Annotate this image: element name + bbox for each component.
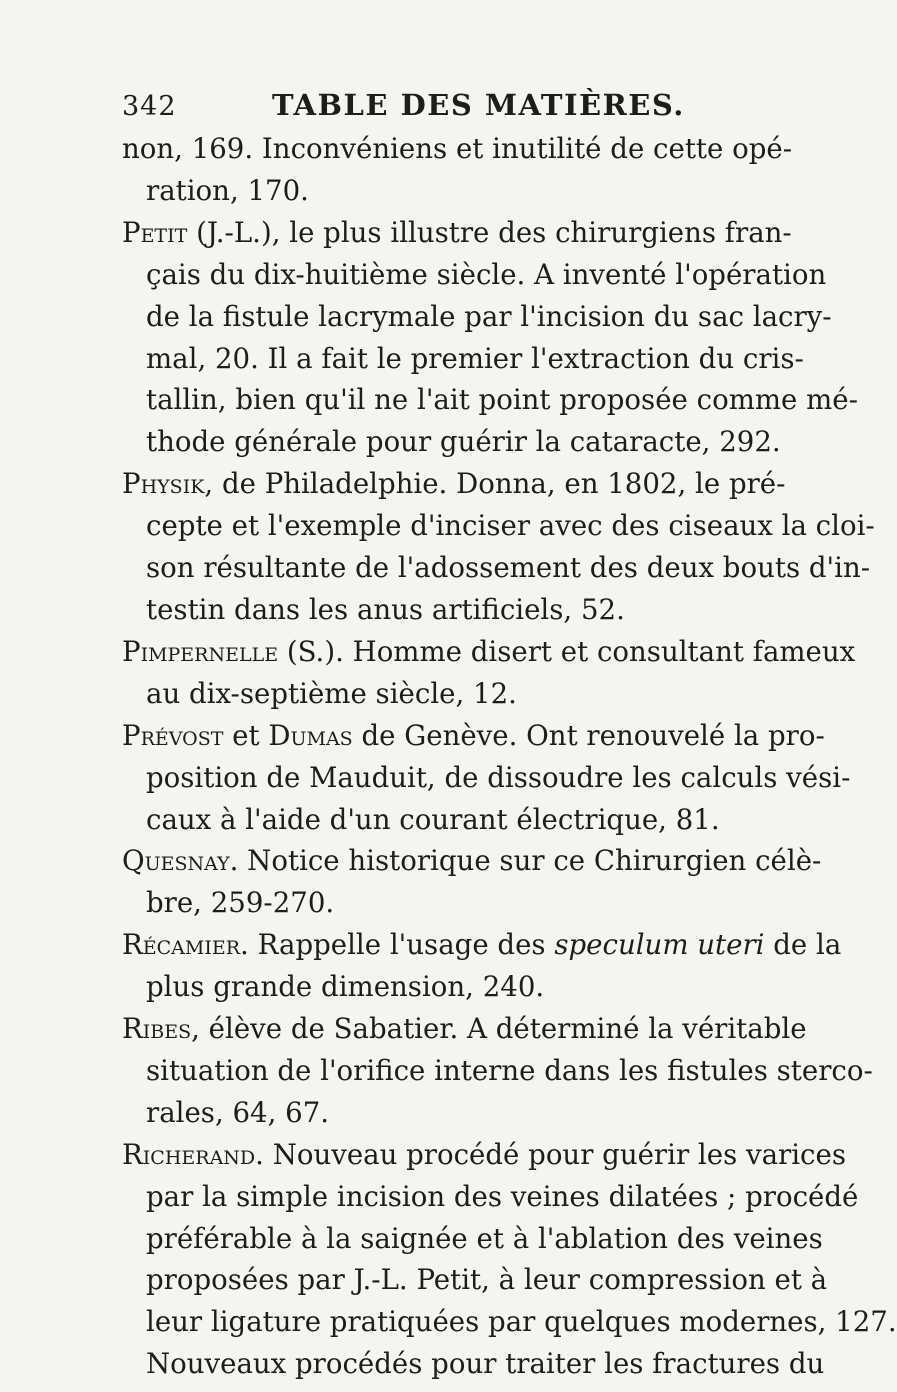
text-line: de la fistule lacrymale par l'incision du sac lacry- bbox=[146, 299, 832, 333]
index-entries bbox=[122, 128, 897, 1385]
text-line: Récamier. Rappelle l'usage des speculum uteri de la bbox=[122, 928, 842, 962]
index-entry bbox=[122, 924, 842, 1008]
index-entry bbox=[122, 840, 822, 924]
text-line: mal, 20. Il a fait le premier l'extraction du cris- bbox=[146, 341, 804, 375]
text-line: proposées par J.-L. Petit, à leur compression et à bbox=[146, 1263, 828, 1297]
index-entry bbox=[122, 463, 875, 631]
text-line: position de Mauduit, de dissoudre les calculs vési- bbox=[146, 760, 851, 794]
text-line: thode générale pour guérir la cataracte, 292. bbox=[146, 425, 781, 459]
index-entry bbox=[122, 212, 858, 463]
text-line: Richerand. Nouveau procédé pour guérir les varices bbox=[122, 1137, 846, 1171]
text-line: cepte et l'exemple d'inciser avec des ciseaux la cloi- bbox=[146, 509, 875, 543]
text-line: Ribes, élève de Sabatier. A déterminé la véritable bbox=[122, 1012, 807, 1046]
text-line: leur ligature pratiquées par quelques modernes, 127. bbox=[146, 1305, 897, 1339]
index-entry bbox=[122, 1008, 873, 1134]
text-line: caux à l'aide d'un courant électrique, 81. bbox=[146, 802, 720, 836]
text-line: plus grande dimension, 240. bbox=[146, 970, 545, 1004]
author-name: Quesnay bbox=[122, 844, 230, 878]
text-line: son résultante de l'adossement des deux bouts d'in- bbox=[146, 551, 871, 585]
text-line: au dix-septième siècle, 12. bbox=[146, 676, 517, 710]
latin-term: speculum uteri bbox=[554, 928, 765, 962]
text-line: rales, 64, 67. bbox=[146, 1095, 330, 1129]
author-name: Dumas bbox=[268, 718, 353, 752]
text-line: situation de l'orifice interne dans les fistules sterco- bbox=[146, 1053, 873, 1087]
author-name: Richerand bbox=[122, 1137, 256, 1171]
index-entry bbox=[122, 128, 793, 212]
index-entry bbox=[122, 631, 856, 715]
author-name: Prévost bbox=[122, 718, 224, 752]
text-line: Nouveaux procédés pour traiter les fractures du bbox=[146, 1347, 825, 1381]
text-line: Petit (J.-L.), le plus illustre des chirurgiens fran- bbox=[122, 215, 792, 249]
text-line: Physik, de Philadelphie. Donna, en 1802, le pré- bbox=[122, 467, 786, 501]
text-line: Pimpernelle (S.). Homme disert et consultant fameux bbox=[122, 634, 856, 668]
text-line: testin dans les anus artificiels, 52. bbox=[146, 592, 625, 626]
index-entry bbox=[122, 715, 851, 841]
index-entry bbox=[122, 1134, 897, 1385]
page-number: 342 bbox=[122, 91, 177, 122]
running-title: TABLE DES MATIÈRES. bbox=[272, 88, 685, 122]
author-name: Physik bbox=[122, 467, 205, 501]
text-line: par la simple incision des veines dilatées ; procédé bbox=[146, 1179, 859, 1213]
text-line: tallin, bien qu'il ne l'ait point proposée comme mé- bbox=[146, 383, 858, 417]
text-line: Prévost et Dumas de Genève. Ont renouvelé la pro- bbox=[122, 718, 825, 752]
text-line: préférable à la saignée et à l'ablation des veines bbox=[146, 1221, 823, 1255]
text-line: ration, 170. bbox=[146, 173, 309, 207]
page-header bbox=[122, 88, 730, 122]
text-line: çais du dix-huitième siècle. A inventé l'opération bbox=[146, 257, 827, 291]
author-name: Pimpernelle bbox=[122, 634, 279, 668]
text-line: non, 169. Inconvéniens et inutilité de cette opé- bbox=[122, 132, 793, 165]
author-name: Ribes bbox=[122, 1012, 192, 1046]
author-name: Récamier bbox=[122, 928, 241, 962]
text-line: Quesnay. Notice historique sur ce Chirurgien célè- bbox=[122, 844, 822, 878]
author-name: Petit bbox=[122, 215, 188, 249]
text-line: bre, 259-270. bbox=[146, 886, 335, 920]
